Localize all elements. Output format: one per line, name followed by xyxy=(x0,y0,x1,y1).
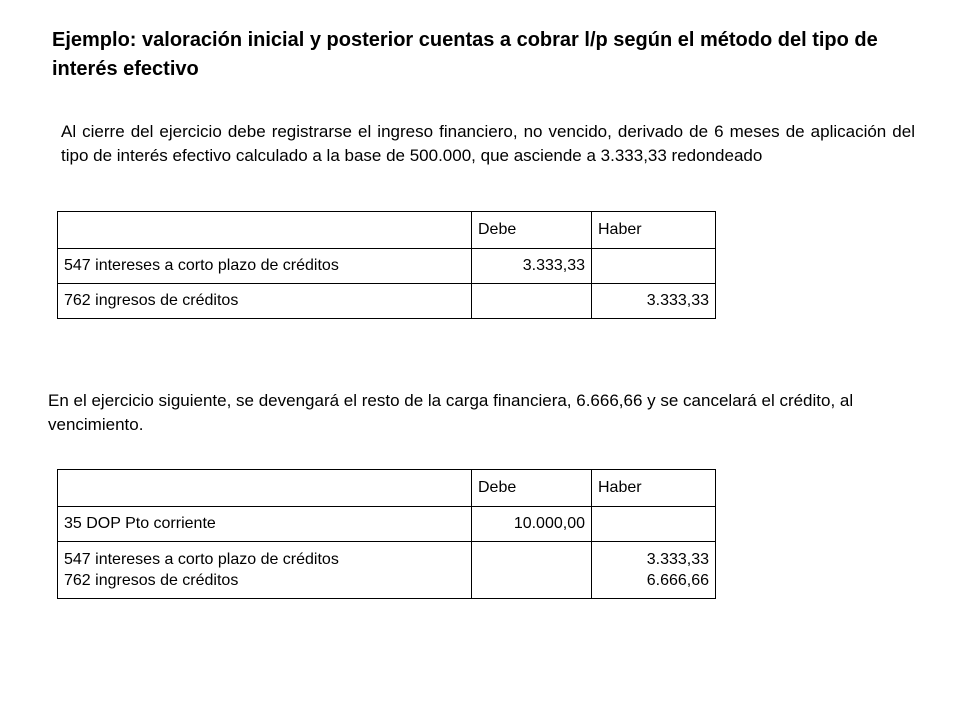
header-haber: Haber xyxy=(592,212,716,249)
debe-cell: 10.000,00 xyxy=(472,507,592,542)
table-header-row xyxy=(58,470,716,507)
header-account xyxy=(58,470,472,507)
haber-cell: 3.333,33 xyxy=(592,284,716,319)
paragraph-intro: Al cierre del ejercicio debe registrarse el ingreso financiero, no vencido, derivado de 6 meses de aplicación del tipo de interés efectivo calculado a la base de 500.000, que asciende a 3.333,33 redondeado xyxy=(61,122,915,165)
table-row xyxy=(58,249,716,284)
table-row xyxy=(58,542,716,599)
journal-entry-table-1 xyxy=(57,211,716,319)
page-title: Ejemplo: valoración inicial y posterior cuentas a cobrar l/p según el método del tipo de interés efectivo xyxy=(52,29,878,80)
table-row xyxy=(58,507,716,542)
haber-cell xyxy=(592,507,716,542)
account-cell xyxy=(58,542,472,599)
debe-cell: 3.333,33 xyxy=(472,249,592,284)
table-header-row xyxy=(58,212,716,249)
debe-cell xyxy=(472,542,592,599)
haber-line: 3.333,33 xyxy=(646,551,709,568)
account-cell: 762 ingresos de créditos xyxy=(58,284,472,319)
haber-line: 6.666,66 xyxy=(646,572,709,589)
header-debe: Debe xyxy=(472,212,592,249)
table-row xyxy=(58,284,716,319)
account-cell: 35 DOP Pto corriente xyxy=(58,507,472,542)
haber-cell xyxy=(592,542,716,599)
haber-cell xyxy=(592,249,716,284)
account-line: 547 intereses a corto plazo de créditos xyxy=(64,551,339,568)
account-cell: 547 intereses a corto plazo de créditos xyxy=(58,249,472,284)
journal-entry-table-2 xyxy=(57,469,716,599)
account-line: 762 ingresos de créditos xyxy=(64,572,239,589)
header-account xyxy=(58,212,472,249)
paragraph-next-year: En el ejercicio siguiente, se devengará el resto de la carga financiera, 6.666,66 y se cancelará el crédito, al vencimiento. xyxy=(48,391,854,434)
header-haber: Haber xyxy=(592,470,716,507)
header-debe: Debe xyxy=(472,470,592,507)
debe-cell xyxy=(472,284,592,319)
